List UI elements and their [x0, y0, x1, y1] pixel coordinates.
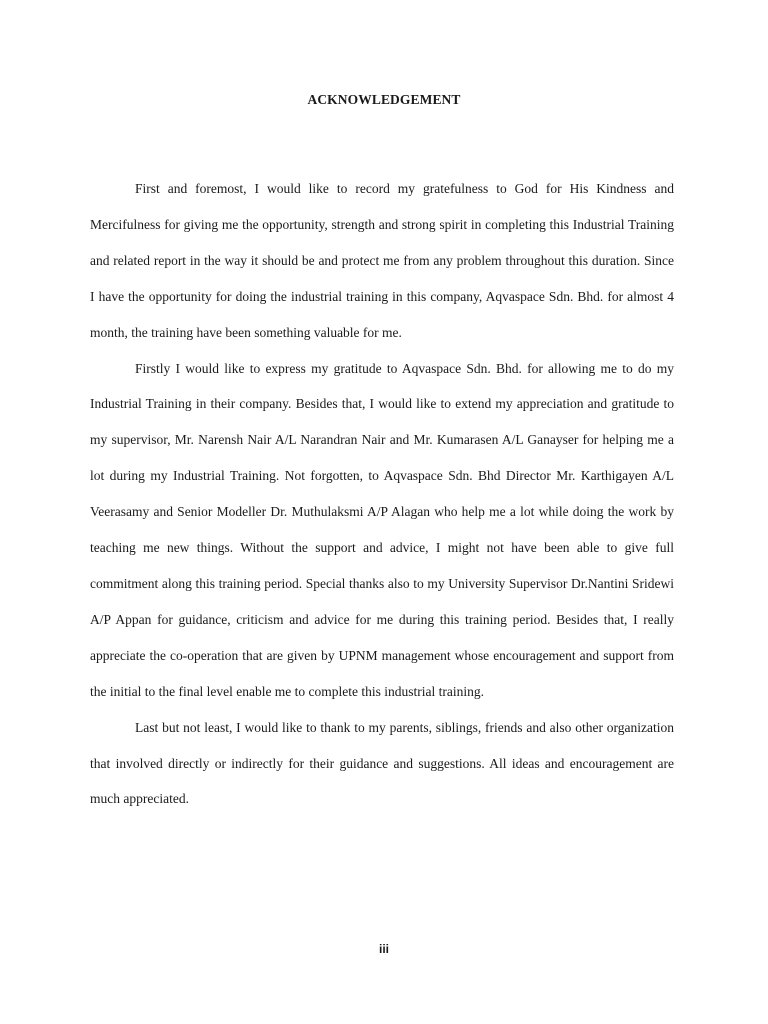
page-number: iii [378, 942, 389, 956]
page-title: ACKNOWLEDGEMENT [307, 92, 461, 107]
acknowledgement-body [90, 171, 674, 817]
paragraph-2: Firstly I would like to express my gratitude to Aqvaspace Sdn. Bhd. for allowing me to do my Industrial Training in their company. Besides that, I would like to extend my appreciation and gratitude to my supervisor, Mr. Narensh Nair A/L Narandran Nair and Mr. Kumarasen A/L Ganayser for helping me a lot during my Industrial Training. Not forgotten, to Aqvaspace Sdn. Bhd Director Mr. Karthigayen A/L Veerasamy and Senior Modeller Dr. Muthulaksmi A/P Alagan who help me a lot while doing the work by teaching me new things. Without the support and advice, I might not have been able to give full commitment along this training period. Special thanks also to my University Supervisor Dr.Nantini Sridewi A/P Appan for guidance, criticism and advice for me during this training period. Besides that, I really appreciate the co-operation that are given by UPNM management whose encouragement and support from the initial to the final level enable me to complete this industrial training. [90, 360, 674, 699]
paragraph-3: Last but not least, I would like to thank to my parents, siblings, friends and also other organization that involved directly or indirectly for their guidance and suggestions. All ideas and encouragement are much appreciated. [90, 719, 674, 807]
paragraph-1: First and foremost, I would like to record my gratefulness to God for His Kindness and Mercifulness for giving me the opportunity, strength and strong spirit in completing this Industrial Training and related report in the way it should be and protect me from any problem throughout this duration. Since I have the opportunity for doing the industrial training in this company, Aqvaspace Sdn. Bhd. for almost 4 month, the training have been something valuable for me. [90, 181, 674, 340]
